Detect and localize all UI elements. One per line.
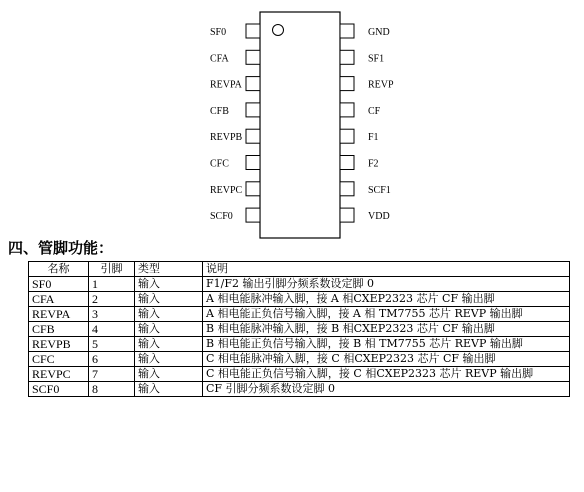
cell-pin: 8 [89, 382, 135, 397]
cell-pin: 7 [89, 367, 135, 382]
cell-name: SCF0 [29, 382, 89, 397]
pin-label-sf1: SF1 [368, 53, 385, 65]
cell-name: REVPA [29, 307, 89, 322]
pin-pad-sf1 [340, 50, 354, 64]
pin-pad-gnd [340, 24, 354, 38]
table-row [29, 277, 570, 292]
pin-pad-cf [340, 103, 354, 117]
cell-type: 输入 [135, 337, 203, 352]
table-row [29, 292, 570, 307]
pin-pad-revpb [246, 129, 260, 143]
cell-name: CFC [29, 352, 89, 367]
header-description: 说明 [203, 262, 570, 277]
table-row [29, 307, 570, 322]
left-pin-group [210, 24, 260, 222]
right-pin-group [340, 24, 394, 222]
cell-name: CFB [29, 322, 89, 337]
pin-pad-cfa [246, 50, 260, 64]
table-row [29, 337, 570, 352]
pin-label-f1: F1 [368, 132, 379, 144]
cell-pin: 2 [89, 292, 135, 307]
cell-pin: 3 [89, 307, 135, 322]
cell-type: 输入 [135, 277, 203, 292]
pin-label-gnd: GND [368, 27, 390, 38]
table-row [29, 382, 570, 397]
cell-description: C 相电能脉冲输入脚，接 C 相CXEP2323 芯片 CF 输出脚 [203, 352, 570, 367]
pin-label-f2: F2 [368, 158, 379, 170]
cell-description: A 相电能脉冲输入脚，接 A 相CXEP2323 芯片 CF 输出脚 [203, 292, 570, 307]
pin-pad-scf1 [340, 182, 354, 196]
pin-pad-cfb [246, 103, 260, 117]
cell-pin: 5 [89, 337, 135, 352]
pin-pad-sf0 [246, 24, 260, 38]
pin-label-scf1: SCF1 [368, 184, 391, 196]
cell-type: 输入 [135, 292, 203, 307]
pin-pad-f1 [340, 129, 354, 143]
header-name: 名称 [29, 262, 89, 277]
pin-pad-revpc [246, 182, 260, 196]
pin-label-revpb: REVPB [210, 132, 243, 144]
cell-type: 输入 [135, 367, 203, 382]
cell-pin: 4 [89, 322, 135, 337]
cell-type: 输入 [135, 352, 203, 367]
pin1-marker [273, 25, 284, 36]
cell-description: F1/F2 输出引脚分频系数设定脚 0 [203, 277, 570, 292]
cell-name: REVPB [29, 337, 89, 352]
cell-description: CF 引脚分频系数设定脚 0 [203, 382, 570, 397]
cell-type: 输入 [135, 307, 203, 322]
pin-label-cfb: CFB [210, 105, 229, 117]
cell-pin: 6 [89, 352, 135, 367]
cell-type: 输入 [135, 322, 203, 337]
pin-pad-revpa [246, 77, 260, 91]
pin-function-table [28, 261, 570, 397]
ic-body [260, 12, 340, 238]
cell-name: CFA [29, 292, 89, 307]
ic-package-diagram [0, 0, 584, 240]
pin-label-cfa: CFA [210, 53, 229, 65]
pin-label-revpc: REVPC [210, 184, 243, 196]
header-pin: 引脚 [89, 262, 135, 277]
cell-description: B 相电能脉冲输入脚，接 B 相CXEP2323 芯片 CF 输出脚 [203, 322, 570, 337]
pin-label-cf: CF [368, 105, 381, 117]
pin-label-sf0: SF0 [210, 27, 227, 38]
pin-label-cfc: CFC [210, 158, 229, 170]
table-header-row [29, 262, 570, 277]
cell-description: A 相电能正负信号输入脚，接 A 相 TM7755 芯片 REVP 输出脚 [203, 307, 570, 322]
cell-pin: 1 [89, 277, 135, 292]
cell-name: SF0 [29, 277, 89, 292]
pin-label-revpa: REVPA [210, 79, 242, 91]
pin-label-scf0: SCF0 [210, 211, 233, 223]
pin-pad-cfc [246, 156, 260, 170]
cell-type: 输入 [135, 382, 203, 397]
table-row [29, 367, 570, 382]
section-heading: 四、管脚功能： [8, 239, 114, 257]
pin-label-vdd: VDD [368, 211, 390, 223]
pin-pad-revp [340, 77, 354, 91]
table-row [29, 352, 570, 367]
cell-description: C 相电能正负信号输入脚，接 C 相CXEP2323 芯片 REVP 输出脚 [203, 367, 570, 382]
pin-label-revp: REVP [368, 79, 394, 91]
pin-pad-f2 [340, 156, 354, 170]
cell-name: REVPC [29, 367, 89, 382]
cell-description: B 相电能正负信号输入脚，接 B 相 TM7755 芯片 REVP 输出脚 [203, 337, 570, 352]
table-row [29, 322, 570, 337]
pin-pad-scf0 [246, 208, 260, 222]
header-type: 类型 [135, 262, 203, 277]
pin-pad-vdd [340, 208, 354, 222]
